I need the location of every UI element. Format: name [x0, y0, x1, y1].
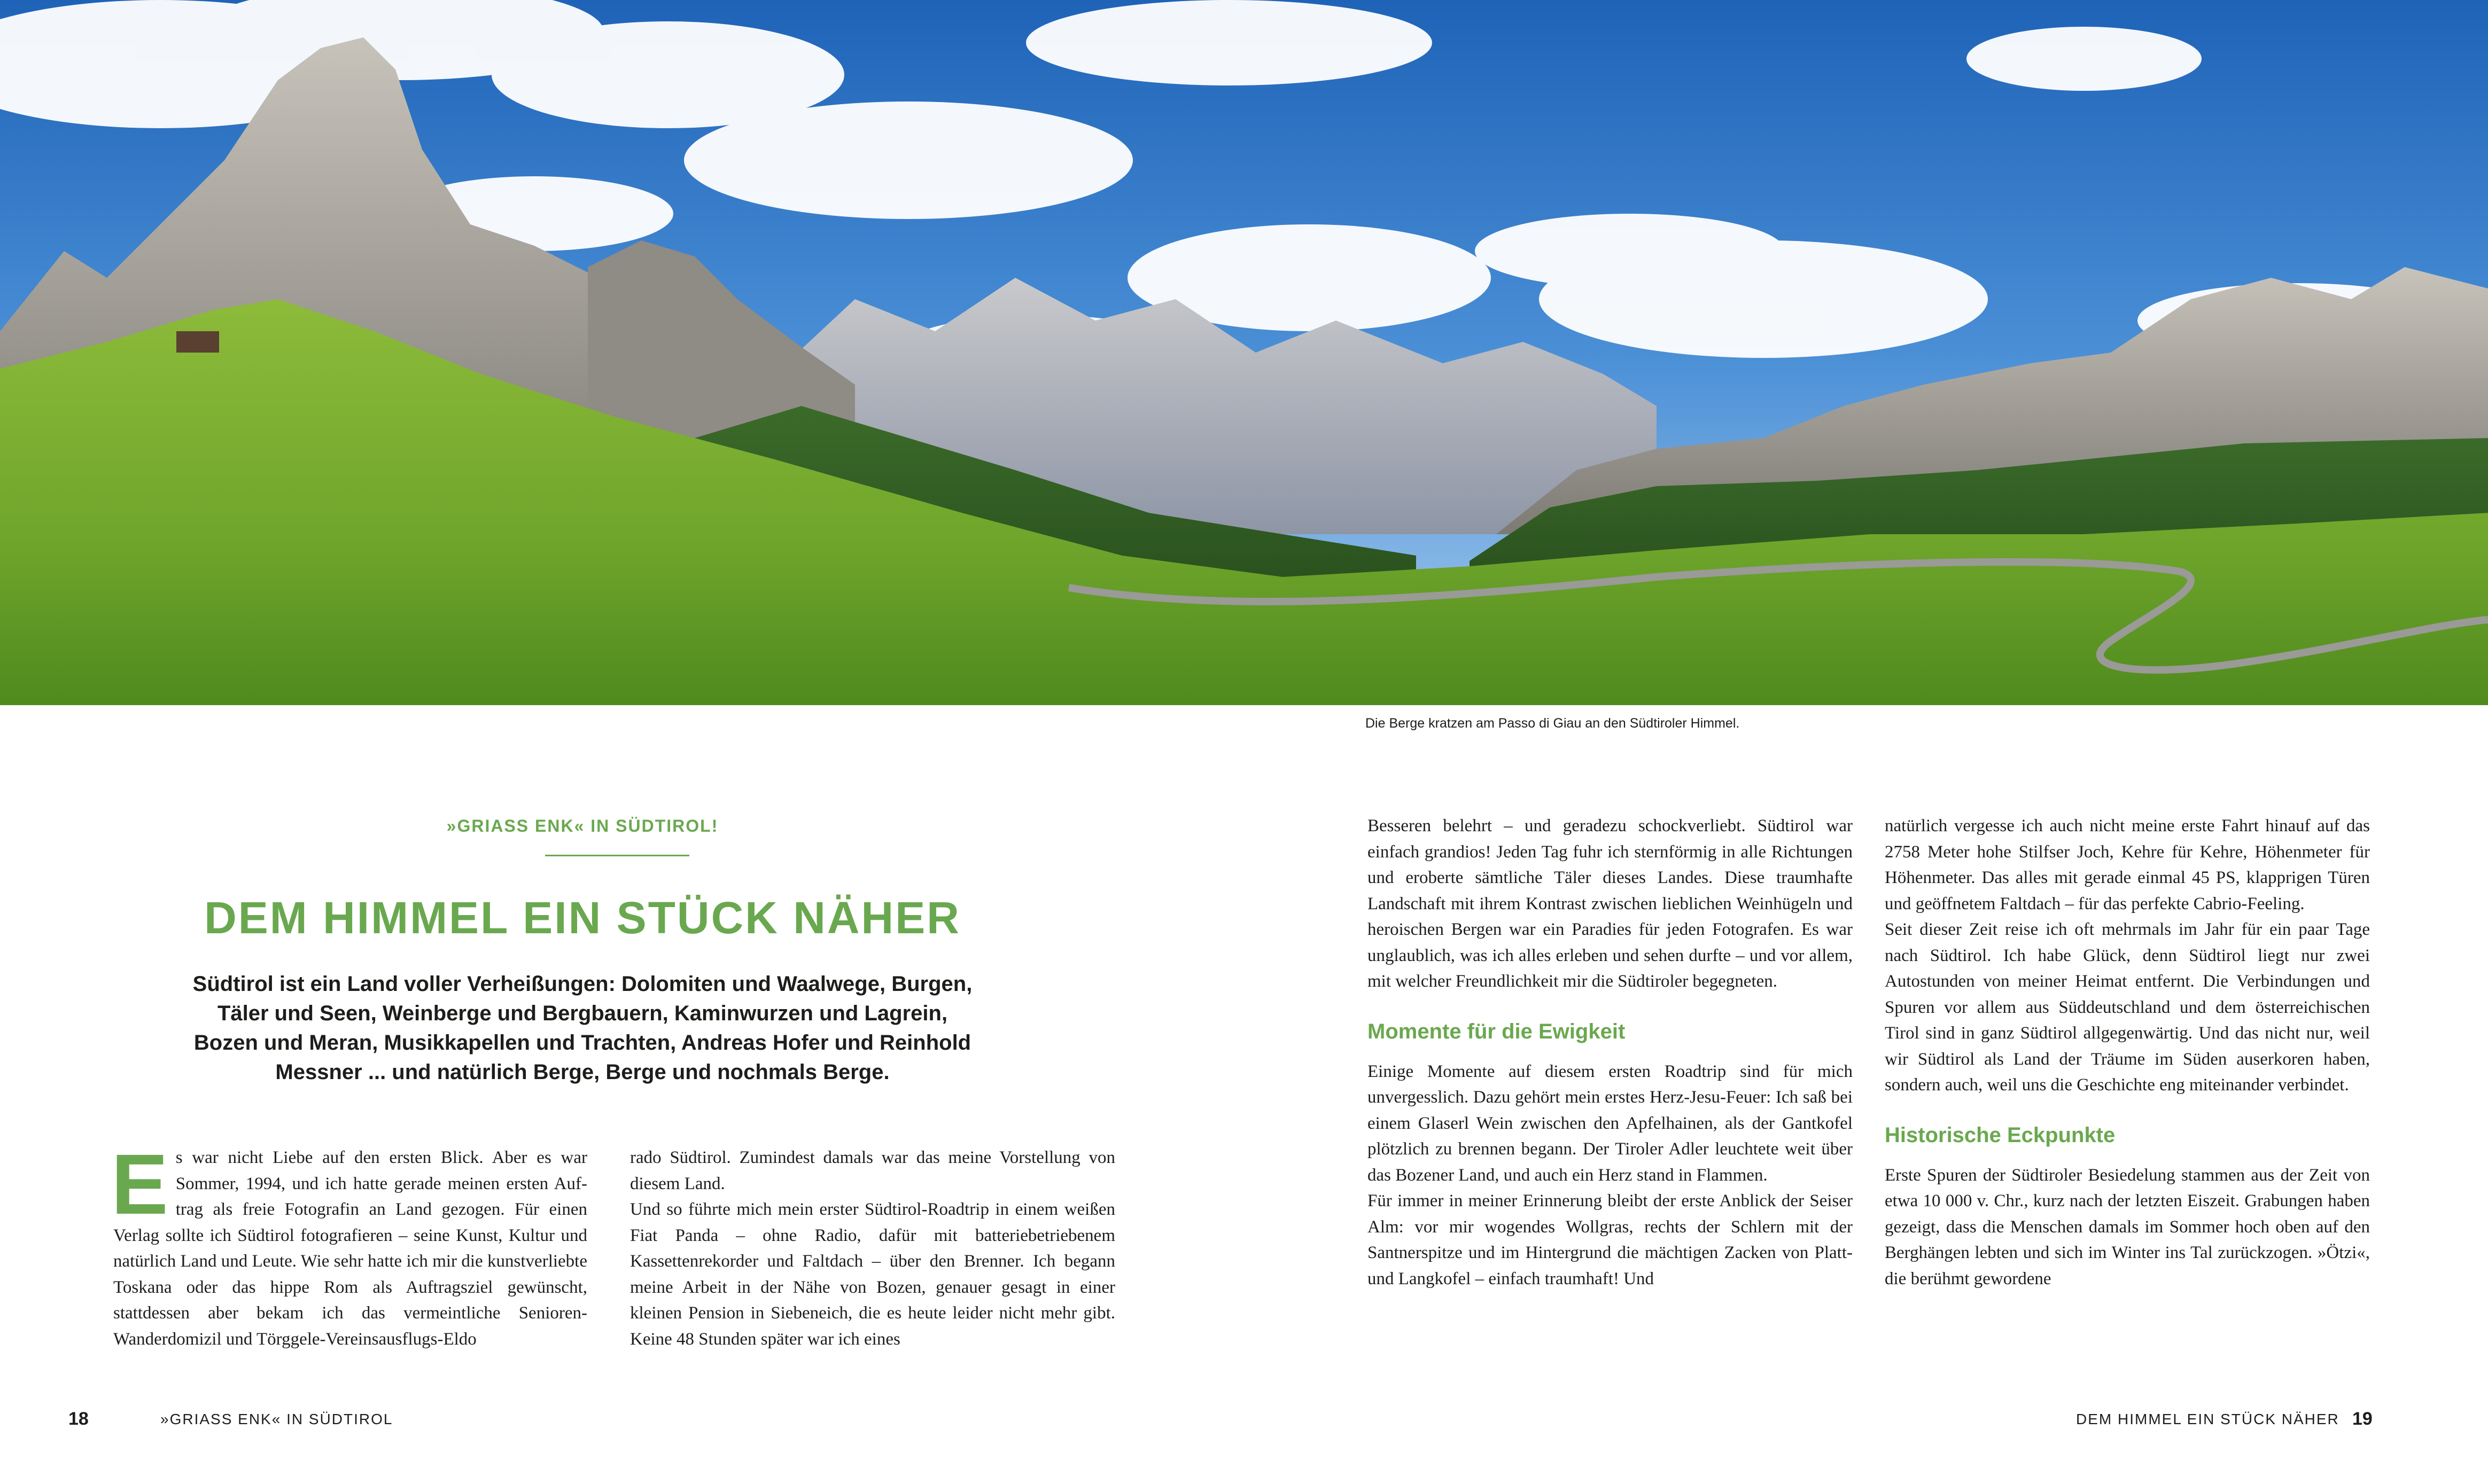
page-number-right: 19 [2352, 1409, 2373, 1429]
photo-caption: Die Berge kratzen am Passo di Giau an den Südtiroler Himmel. [1365, 716, 1740, 731]
subheading-moments: Momente für die Ewigkeit [1367, 1019, 1626, 1043]
section-kicker: »GRIASS ENK« IN SÜDTIROL! [446, 816, 719, 835]
paragraph [111, 1136, 587, 1352]
paragraph: natürlich vergesse ich auch nicht meine erste Fahrt hinauf auf das 2758 Meter hohe Stilfser Joch, Kehre für Kehre, Höhenmeter für Höhenmeter. Das alles mit gerade einmal 45 PS, klapprigen Türen und geöffnetem Faltdach – für das perfekte Cabrio-Feeling. [1885, 816, 2370, 913]
text-column-3 [1367, 813, 1853, 1292]
running-head-right: DEM HIMMEL EIN STÜCK NÄHER [2076, 1411, 2339, 1427]
subheading-history: Historische Eckpunkte [1885, 1123, 2116, 1147]
drop-cap: E [111, 1136, 168, 1232]
page-number-left: 18 [68, 1409, 89, 1429]
paragraph: Erste Spuren der Südtiroler Besiedelung stammen aus der Zeit von etwa 10 000 v. Chr., kurz nach der letzten Eiszeit. Grabungen haben gezeigt, dass die Menschen damals im Sommer hoch oben auf den Berghängen lebten und sich im Winter ins Tal zurückzogen. »Ötzi«, die berühmt gewordene [1885, 1165, 2370, 1288]
text-column-4 [1885, 813, 2370, 1292]
landscape-photo [0, 0, 2488, 705]
paragraph-text: s war nicht Liebe auf den ersten Blick. Aber es war Sommer, 1994, und ich hatte gerade meinen ersten Auftrag als freie Fotografin an Land gezogen. Für einen Verlag sollte ich Südtirol fotografieren – seine Kunst, Kultur und natürlich Land und Leute. Wie sehr hatte ich mir die kunstverliebte Toskana oder das hippe Rom als Auftragsziel gewünscht, stattdessen aber bekam ich das vermeintliche Senioren-Wanderdomizil und Törggele-Vereinsausflugs-Eldo [113, 1148, 587, 1349]
article-lead: Südtirol ist ein Land voller Verheißungen: Dolomiten und Waalwege, Burgen, Täler und Seen, Weinberge und Bergbauern, Kaminwurzen und Lagrein, Bozen und Meran, Musikkapellen und Trachten, Andreas Hofer und Reinhold Messner ... und natürlich Berge, Berge und nochmals Berge. [192, 972, 973, 1084]
paragraph: Seit dieser Zeit reise ich oft mehrmals im Jahr für ein paar Tage nach Südtirol. Ich habe Glück, denn Südtirol liegt nur zwei Autostunden von meiner Heimat entfernt. Die Verbindungen und Spuren vor allem aus Süddeutschland und dem österreichischen Tirol sind in ganz Südtirol allgegenwärtig. Und das nicht nur, weil wir Südtirol als Land der Träume im Süden auserkoren haben, sondern auch, weil uns die Geschichte eng miteinander verbindet. [1885, 920, 2370, 1095]
paragraph: Und so führte mich mein erster Südtirol-Roadtrip in einem weißen Fiat Panda – ohne Radio, dafür mit batteriebetriebenem Kassettenrekorder und Faltdach – über den Brenner. Ich begann meine Arbeit in der Nähe von Bozen, genauer gesagt in einer kleinen Pension in Siebeneich, die es heute leider nicht mehr gibt. Keine 48 Stunden später war ich eines [630, 1200, 1115, 1349]
paragraph: Einige Momente auf diesem ersten Roadtrip sind für mich unvergesslich. Dazu gehört mein erstes Herz-Jesu-Feuer: Ich saß bei einem Glaserl Wein zwischen den Apfelhainen, als der Gantkofel plötzlich zu brennen begann. Der Tiroler Adler leuchtete weit über das Bozener Land, und auch ein Herz stand in Flammen. [1367, 1061, 1853, 1185]
running-head-left: »GRIASS ENK« IN SÜDTIROL [160, 1411, 393, 1427]
paragraph: Für immer in meiner Erinnerung bleibt der erste Anblick der Seiser Alm: vor mir wogendes Wollgras, rechts der Schlern mit der Santnerspitze und im Hintergrund die mächtigen Zacken von Platt- und Langkofel – einfach traumhaft! Und [1367, 1191, 1853, 1288]
paragraph: rado Südtirol. Zumindest damals war das meine Vorstellung von diesem Land. [630, 1148, 1115, 1193]
text-column-2 [630, 1145, 1115, 1352]
paragraph: Besseren belehrt – und geradezu schockverliebt. Südtirol war einfach grandios! Jeden Tag fuhr ich sternförmig in alle Richtungen und eroberte sämtliche Täler dieses Landes. Diese traumhafte Landschaft mit ihrem Kontrast zwischen lieblichen Weinhügeln und heroischen Bergen war ein Paradies für jeden Fotografen. Es war unglaublich, was ich alles erleben und sehen durfte – und vor allem, mit welcher Freundlichkeit mir die Südtiroler begegneten. [1367, 816, 1853, 991]
article-title: DEM HIMMEL EIN STÜCK NÄHER [204, 893, 961, 943]
kicker-divider [545, 855, 689, 856]
mountain-landscape-photo [0, 0, 2488, 705]
text-column-1 [111, 1136, 587, 1352]
